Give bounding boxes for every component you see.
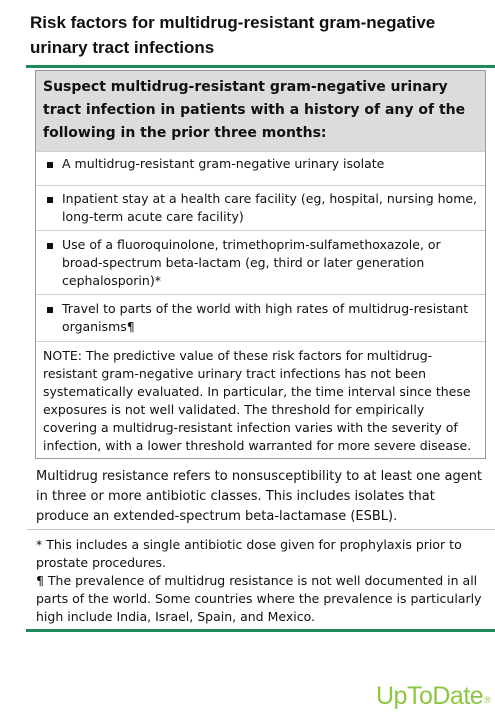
uptodate-logo — [376, 681, 490, 711]
bottom-divider — [26, 629, 495, 632]
row-text: Use of a fluoroquinolone, trimethoprim-sulfamethoxazole, or broad-spectrum beta-lactam (eg, third or later generation cephalosporin)* — [62, 237, 441, 288]
footnote-divider — [27, 529, 495, 530]
row-text: Inpatient stay at a health care facility (eg, hospital, nursing home, long-term acute care facility) — [62, 191, 478, 224]
square-bullet-icon — [47, 197, 53, 203]
row-text: Travel to parts of the world with high rates of multidrug-resistant organisms¶ — [62, 301, 469, 334]
table-header: Suspect multidrug-resistant gram-negative urinary tract infection in patients with a history of any of the following in the prior three months: — [36, 71, 485, 151]
square-bullet-icon — [47, 243, 53, 249]
table-row — [36, 230, 485, 294]
square-bullet-icon — [47, 162, 53, 168]
square-bullet-icon — [47, 307, 53, 313]
footnotes — [36, 536, 488, 626]
table-row — [36, 185, 485, 230]
row-text: A multidrug-resistant gram-negative urinary isolate — [62, 156, 385, 171]
definition-text: Multidrug resistance refers to nonsusceptibility to at least one agent in three or more antibiotic classes. This includes isolates that produce an extended-spectrum beta-lactamase (ESBL). — [36, 469, 483, 524]
table-row — [36, 151, 485, 185]
logo-text: UpToDate — [376, 682, 484, 710]
registered-mark: ® — [484, 695, 491, 705]
table-note: NOTE: The predictive value of these risk factors for multidrug-resistant gram-negative urinary tract infections has not been systematically evaluated. In particular, the time interval since these exposures is not well validated. The threshold for empirically covering a multidrug-resistant infection varies with the severity of infection, with a lower threshold warranted for more severe disease. — [36, 341, 485, 458]
footnote-pilcrow: ¶ The prevalence of multidrug resistance is not well documented in all parts of the world. Some countries where the prevalence is particularly high include India, Israel, Spain, and Mexico. — [36, 573, 482, 624]
table-row — [36, 294, 485, 341]
page-title: Risk factors for multidrug-resistant gram-negative urinary tract infections — [30, 13, 436, 57]
footnote-asterisk: * This includes a single antibiotic dose given for prophylaxis prior to prostate procedures. — [36, 537, 462, 570]
title-divider — [26, 65, 495, 68]
risk-factors-table — [35, 70, 486, 459]
